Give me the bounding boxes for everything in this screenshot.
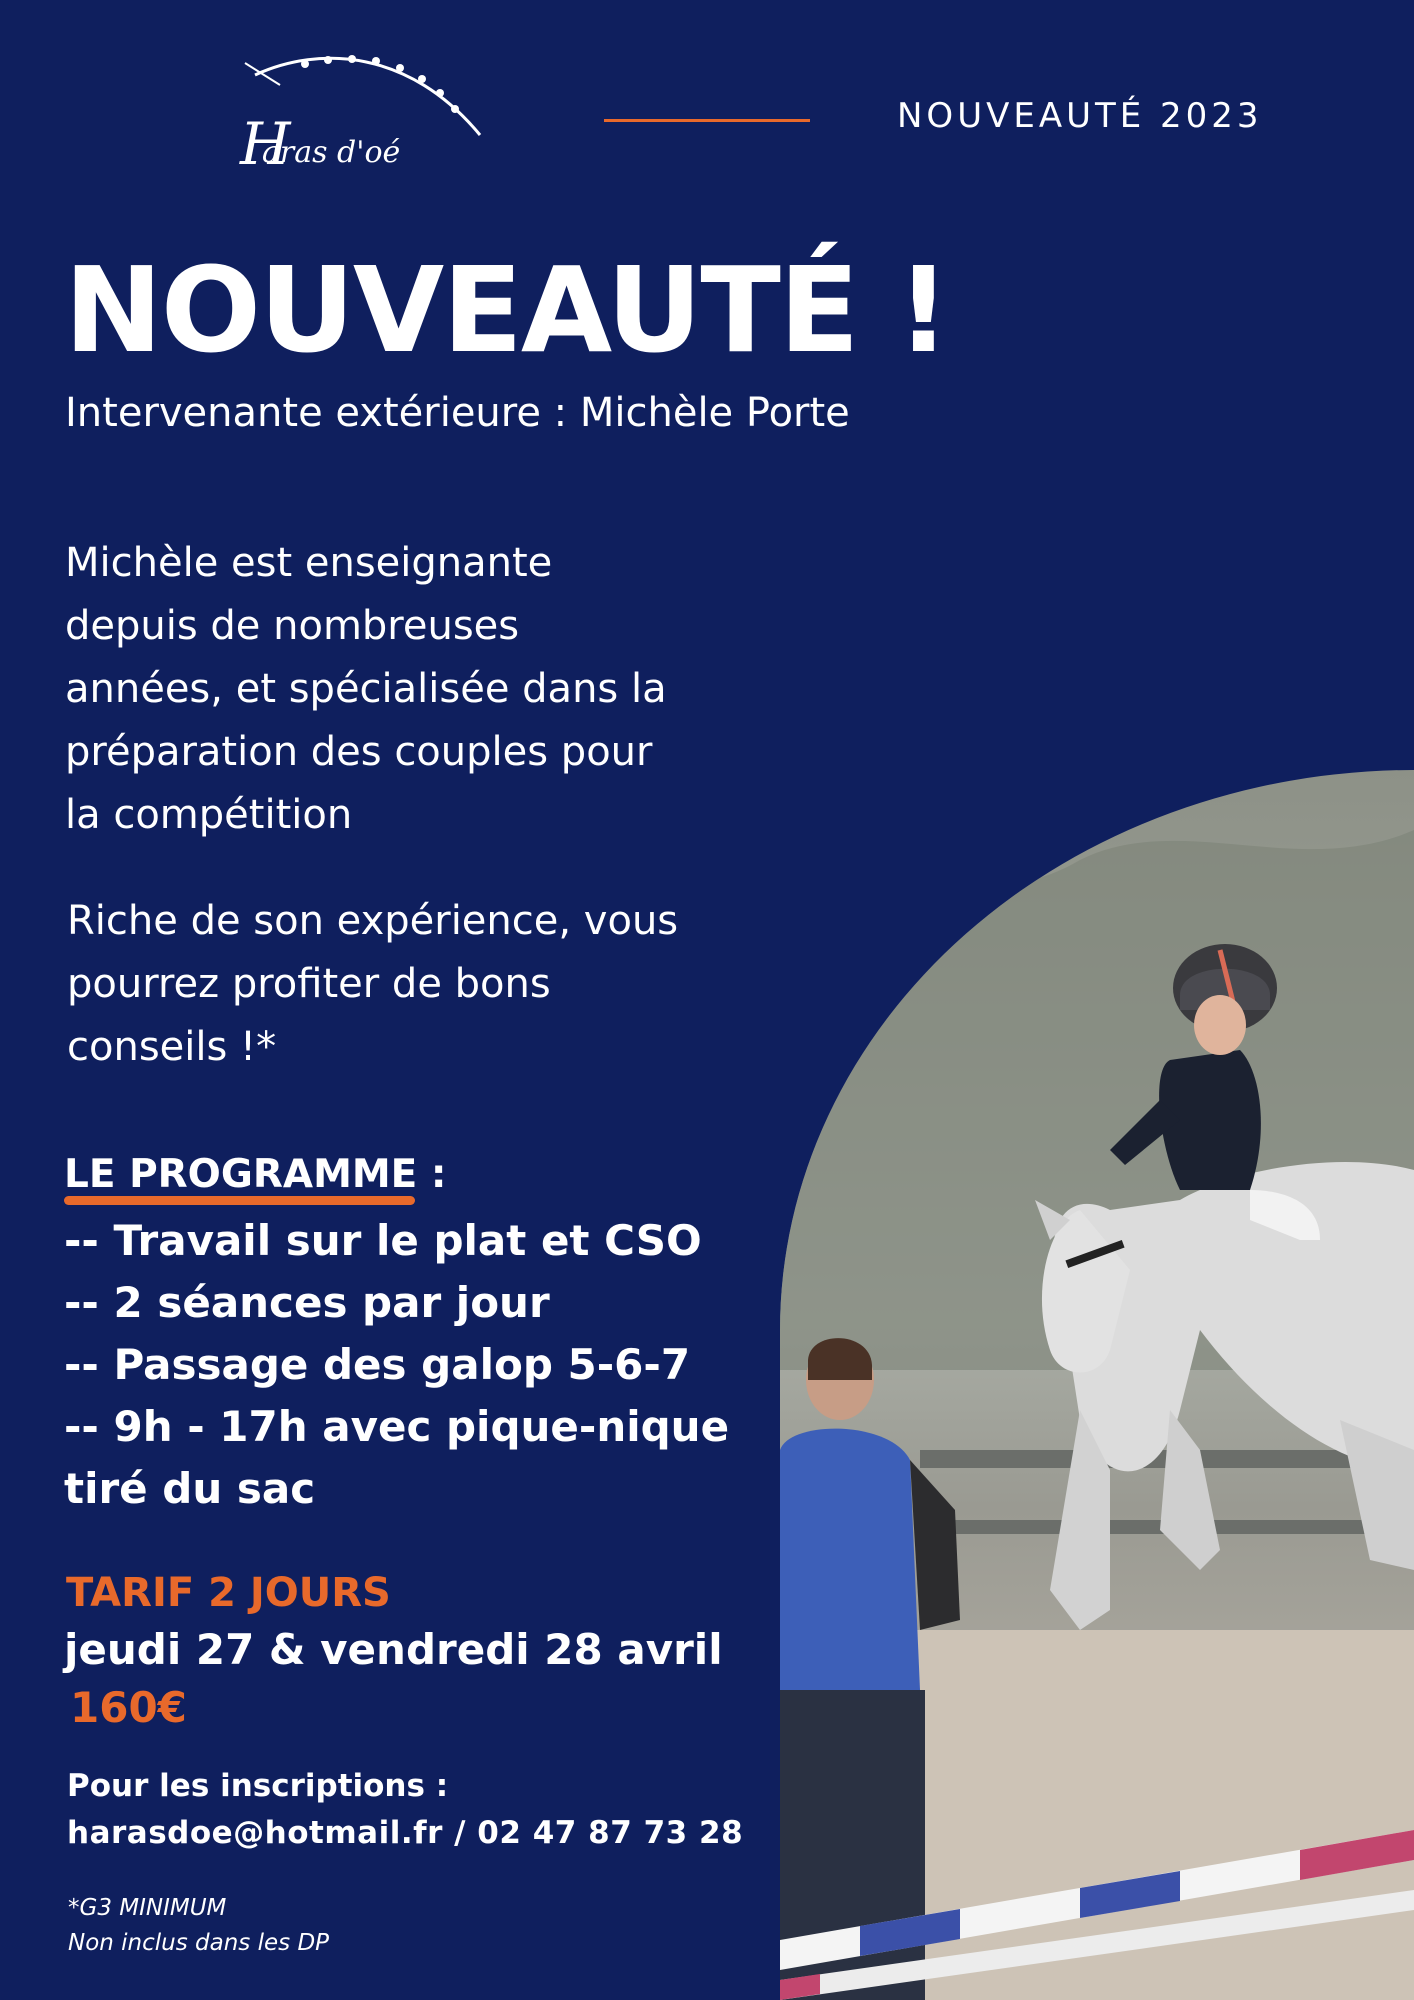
- programme-title: LE PROGRAMME: [64, 1152, 418, 1197]
- photo-illustration: [780, 770, 1414, 2000]
- footnote-dp: Non inclus dans les DP: [68, 1930, 330, 1956]
- horse-jumping-photo: [780, 770, 1414, 2000]
- programme-item: -- Passage des galop 5-6-7: [64, 1340, 691, 1389]
- tarif-title: TARIF 2 JOURS: [66, 1570, 391, 1616]
- programme-heading: [64, 1152, 447, 1197]
- inscriptions-contact: harasdoe@hotmail.fr / 02 47 87 73 28: [67, 1815, 744, 1851]
- programme-item: -- Travail sur le plat et CSO: [64, 1216, 702, 1265]
- intro-line: préparation des couples pour: [65, 729, 653, 775]
- intro-line: la compétition: [65, 792, 353, 838]
- tarif-price: 160€: [70, 1683, 187, 1732]
- header-divider: [604, 119, 810, 122]
- intro-line: pourrez profiter de bons: [67, 961, 551, 1007]
- page-subtitle: Intervenante extérieure : Michèle Porte: [65, 390, 850, 436]
- header-tag: NOUVEAUTÉ 2023: [897, 96, 1263, 136]
- intro-line: depuis de nombreuses: [65, 603, 520, 649]
- intro-paragraph-2: [67, 890, 747, 1079]
- programme-list: [64, 1210, 744, 1520]
- inscriptions-label: Pour les inscriptions :: [67, 1768, 449, 1804]
- programme-item: -- 2 séances par jour: [64, 1278, 550, 1327]
- logo-initial: H: [240, 110, 291, 178]
- logo-wordmark: aras d'oé: [262, 135, 401, 170]
- intro-line: Michèle est enseignante: [65, 540, 553, 586]
- programme-item: -- 9h - 17h avec pique-nique: [64, 1402, 730, 1451]
- intro-line: années, et spécialisée dans la: [65, 666, 667, 712]
- intro-paragraph-1: [65, 532, 745, 847]
- programme-title-suffix: :: [417, 1152, 447, 1197]
- footnote-level: *G3 MINIMUM: [68, 1895, 227, 1921]
- programme-item: tiré du sac: [64, 1464, 316, 1513]
- intro-line: Riche de son expérience, vous: [67, 898, 679, 944]
- intro-line: conseils !*: [67, 1024, 277, 1070]
- tarif-dates: jeudi 27 & vendredi 28 avril: [64, 1625, 723, 1674]
- page-title: NOUVEAUTÉ !: [64, 241, 949, 379]
